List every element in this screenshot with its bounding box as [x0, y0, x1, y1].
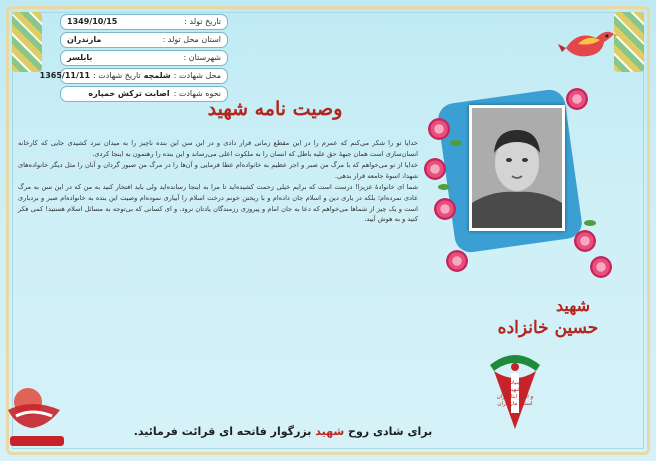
birth-date-value: 1349/10/15: [67, 17, 118, 26]
cause-label: نحوه شهادت :: [173, 89, 221, 98]
martyrdom-place-row: [39, 68, 228, 84]
portrait-image: [472, 108, 562, 228]
martyrdom-place-label: محل شهادت :: [173, 71, 221, 80]
flower-decoration: [428, 118, 450, 140]
portrait-photo: [469, 105, 565, 231]
corner-ornament-top-right: [614, 12, 644, 72]
martyrdom-date-value: 1365/11/11: [39, 71, 91, 80]
foundation-caption-line: استان مازندران: [497, 401, 533, 407]
birth-province-value: مازندران: [67, 35, 102, 44]
fatiha-highlight: شهید: [315, 425, 345, 438]
flower-decoration: [434, 198, 456, 220]
corner-ornament-top-left: [12, 12, 42, 72]
martyr-title: شهید: [556, 296, 591, 315]
leaf-decoration: [450, 140, 462, 146]
birth-date-row: [60, 14, 228, 30]
flower-decoration: [566, 88, 588, 110]
will-text: [18, 138, 418, 226]
brand-emblem-icon: [2, 380, 72, 452]
flower-decoration: [424, 158, 446, 180]
bird-icon: [558, 24, 618, 64]
portrait-frame: [424, 80, 620, 284]
info-panel: [39, 14, 228, 104]
leaf-decoration: [584, 220, 596, 226]
leaf-decoration: [438, 184, 450, 190]
will-paragraph: خدایا از تو می‌خواهم که با مرگ من صبر و اجر عظیم به خانواده‌ام عطا فرمایی و آن‌ها را در مرگ من صبور گردان و آنان را مثل دیگر خانواده‌های شهدا، اسوۀ جامعه قرار بدهی.: [18, 161, 418, 180]
martyrdom-date-label: تاریخ شهادت :: [93, 71, 141, 80]
cause-value: اصابت ترکش خمپاره: [88, 89, 170, 98]
flower-decoration: [574, 230, 596, 252]
flower-decoration: [590, 256, 612, 278]
foundation-caption-line: شهید: [509, 387, 521, 393]
birth-date-label: تاریخ تولد :: [184, 17, 221, 26]
birth-city-value: بابلسر: [67, 53, 93, 62]
will-paragraph: خدایا تو را شکر می‌کنم که عمرم را در این مقطع زمانی قرار دادی و در این سن این بنده ناچیز را به میدان نبرد کشیدی جایی که کارخانه انسان‌سازی است همان جبهۀ حق علیه باطل که انسان را به ملکوت اعلی می‌رساند و این بنده را رهنمون به اینجا کردی.: [18, 139, 418, 158]
fatiha-request: [88, 425, 478, 438]
page-title: وصیت نامه شهید: [207, 98, 343, 120]
will-paragraph: شما ای خانوادۀ عزیزا! درست است که برایم خیلی زحمت کشیده‌اید تا مرا به اینجا رسانده‌اید ولی باید افتخار کنید به من که در این سن به مرگ عادی نمرده‌ام؛ بلکه در یاری دین و اسلام جان داده‌ام و با ریختن خونم درخت اسلام را آبیاری نموده‌ام وصیت این بنده به خانواده‌ام صبر و بردباری است و یک چیز از شما‌ها می‌خواهم که دعا به جان امام و پیروزی رزمندگان یادتان نرود. و ای کسانی که بی‌توجه به مسائل اسلام هستید! کمی فکر کنید و به هوش آیید.: [18, 183, 418, 224]
foundation-caption: [480, 380, 550, 408]
birth-city-label: شهرستان :: [183, 53, 221, 62]
fatiha-post: بزرگوار فاتحه ای قرائت فرمائید.: [133, 425, 312, 438]
foundation-caption-line: بنیاد: [510, 380, 520, 386]
birth-province-label: استان محل تولد :: [162, 35, 221, 44]
foundation-caption-line: و امور ایثارگران: [496, 394, 534, 400]
martyrdom-place-value: شلمچه: [143, 71, 171, 80]
fatiha-pre: برای شادی روح: [348, 425, 433, 438]
birth-city-row: [60, 50, 228, 66]
martyr-name: حسین خانزاده: [497, 318, 599, 338]
birth-province-row: [60, 32, 228, 48]
flower-decoration: [446, 250, 468, 272]
